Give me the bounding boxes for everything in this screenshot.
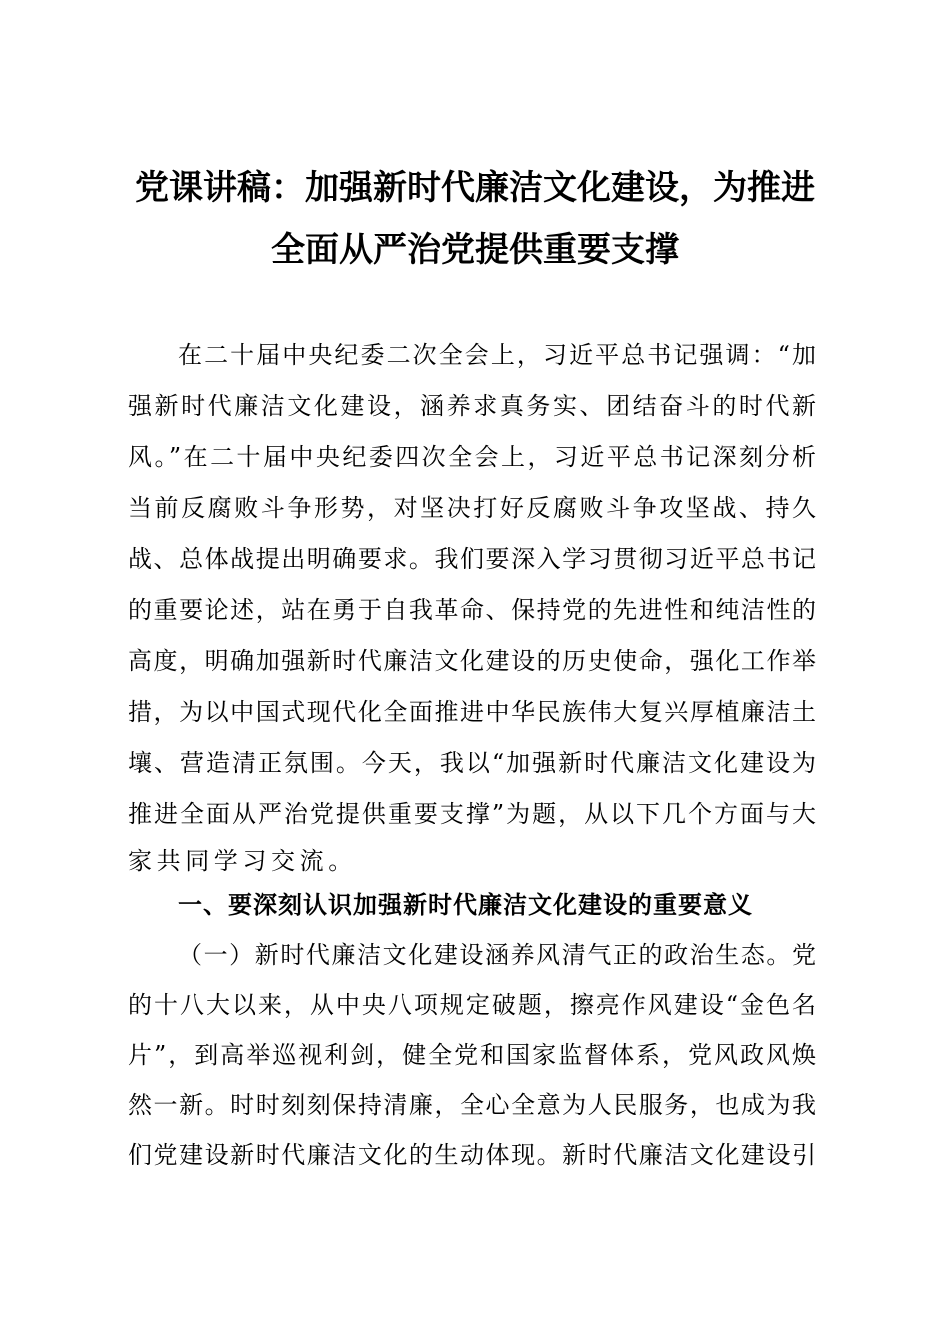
paragraph-line: 当前反腐败斗争形势，对坚决打好反腐败斗争攻坚战、持久	[128, 494, 816, 522]
paragraph-line: 措，为以中国式现代化全面推进中华民族伟大复兴厚植廉洁土	[128, 698, 816, 726]
paragraph-line: 在二十届中央纪委二次全会上，习近平总书记强调：“加	[178, 341, 816, 369]
paragraph-line: （一）新时代廉洁文化建设涵养风清气正的政治生态。党	[178, 941, 816, 969]
paragraph-line: 推进全面从严治党提供重要支撑”为题，从以下几个方面与大	[128, 800, 816, 828]
document-title-line-2: 全面从严治党提供重要支撑	[271, 230, 679, 270]
paragraph-line: 片”，到高举巡视利剑，健全党和国家监督体系，党风政风焕	[128, 1041, 816, 1069]
paragraph-line: 然一新。时时刻刻保持清廉，全心全意为人民服务，也成为我	[128, 1091, 816, 1119]
paragraph-line: 们党建设新时代廉洁文化的生动体现。新时代廉洁文化建设引	[128, 1141, 816, 1169]
paragraph-line: 强新时代廉洁文化建设，涵养求真务实、团结奋斗的时代新	[128, 392, 816, 420]
paragraph-line: 的重要论述，站在勇于自我革命、保持党的先进性和纯洁性的	[128, 596, 816, 624]
paragraph-line: 壤、营造清正氛围。今天，我以“加强新时代廉洁文化建设为	[128, 749, 816, 777]
paragraph-line: 家共同学习交流。	[128, 847, 357, 875]
paragraph-line: 风。”在二十届中央纪委四次全会上，习近平总书记深刻分析	[128, 443, 816, 471]
paragraph-line: 的十八大以来，从中央八项规定破题，擦亮作风建设“金色名	[128, 991, 816, 1019]
paragraph-line: 战、总体战提出明确要求。我们要深入学习贯彻习近平总书记	[128, 545, 816, 573]
section-heading: 一、要深刻认识加强新时代廉洁文化建设的重要意义	[178, 891, 753, 919]
document-title-line-1: 党课讲稿：加强新时代廉洁文化建设，为推进	[135, 168, 815, 208]
paragraph-line: 高度，明确加强新时代廉洁文化建设的历史使命，强化工作举	[128, 647, 816, 675]
